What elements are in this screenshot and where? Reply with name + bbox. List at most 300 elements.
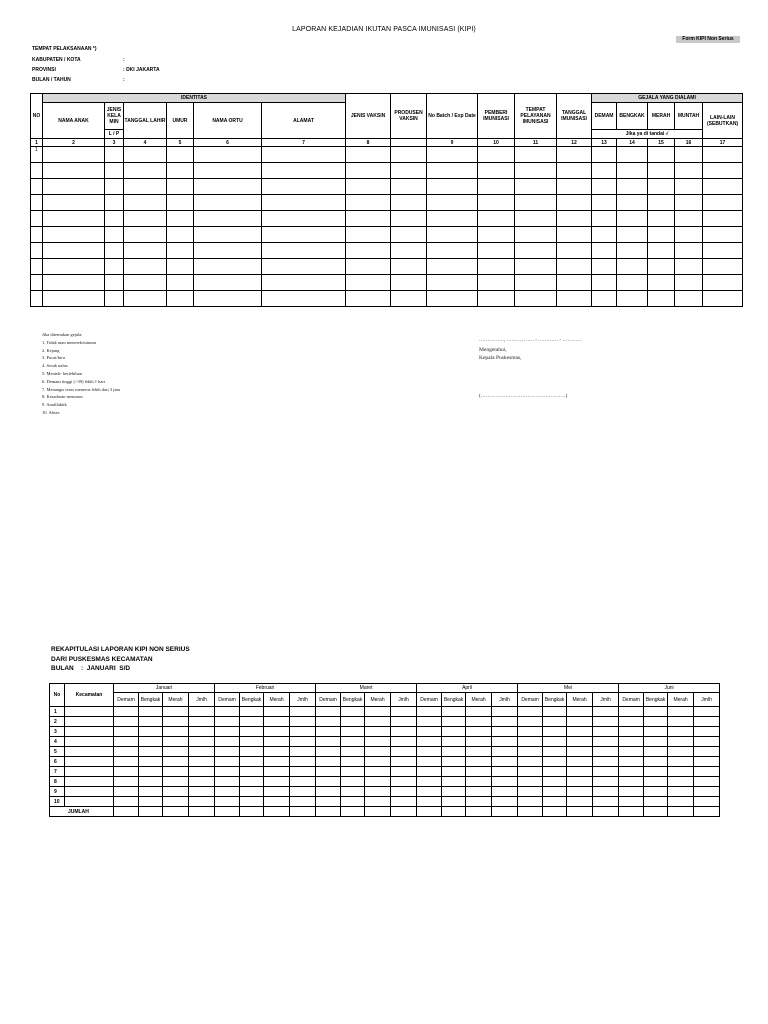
recap-cell[interactable]	[694, 787, 720, 797]
recap-cell[interactable]	[341, 787, 365, 797]
recap-cell[interactable]	[442, 787, 466, 797]
recap-cell[interactable]	[189, 747, 215, 757]
report-cell[interactable]	[105, 211, 124, 227]
recap-cell[interactable]	[215, 707, 240, 717]
report-cell[interactable]	[391, 243, 427, 259]
report-cell[interactable]	[105, 227, 124, 243]
recap-cell[interactable]	[65, 797, 114, 807]
recap-cell[interactable]	[619, 737, 644, 747]
recap-cell[interactable]	[189, 767, 215, 777]
recap-cell[interactable]	[215, 757, 240, 767]
recap-cell[interactable]	[417, 747, 442, 757]
report-cell[interactable]	[478, 179, 515, 195]
recap-total-cell[interactable]	[215, 807, 240, 817]
recap-cell[interactable]	[240, 737, 264, 747]
recap-cell[interactable]	[644, 767, 668, 777]
recap-total-cell[interactable]	[240, 807, 264, 817]
recap-cell[interactable]	[290, 767, 316, 777]
recap-cell[interactable]	[593, 747, 619, 757]
recap-cell[interactable]	[593, 777, 619, 787]
recap-cell[interactable]	[518, 767, 543, 777]
report-cell[interactable]	[194, 195, 262, 211]
report-cell[interactable]	[592, 211, 617, 227]
row-number-cell[interactable]	[31, 179, 43, 195]
recap-cell[interactable]	[644, 747, 668, 757]
report-cell[interactable]	[167, 291, 194, 307]
recap-cell[interactable]	[391, 787, 417, 797]
recap-cell[interactable]	[668, 787, 694, 797]
report-cell[interactable]	[648, 227, 675, 243]
row-number-cell[interactable]	[31, 195, 43, 211]
recap-cell[interactable]	[619, 717, 644, 727]
report-cell[interactable]	[515, 291, 557, 307]
recap-cell[interactable]	[264, 737, 290, 747]
recap-cell[interactable]	[65, 717, 114, 727]
recap-cell[interactable]	[65, 777, 114, 787]
recap-cell[interactable]	[163, 727, 189, 737]
report-cell[interactable]	[194, 163, 262, 179]
recap-cell[interactable]	[417, 797, 442, 807]
recap-cell[interactable]	[290, 727, 316, 737]
report-cell[interactable]	[703, 227, 743, 243]
recap-cell[interactable]	[668, 717, 694, 727]
report-cell[interactable]	[617, 275, 648, 291]
recap-cell[interactable]	[365, 757, 391, 767]
report-cell[interactable]	[105, 147, 124, 163]
recap-cell[interactable]	[518, 787, 543, 797]
recap-cell[interactable]	[215, 797, 240, 807]
report-cell[interactable]	[262, 291, 346, 307]
report-cell[interactable]	[124, 179, 167, 195]
recap-total-cell[interactable]	[466, 807, 492, 817]
report-cell[interactable]	[592, 291, 617, 307]
report-cell[interactable]	[592, 227, 617, 243]
report-cell[interactable]	[478, 259, 515, 275]
recap-cell[interactable]	[442, 737, 466, 747]
recap-total-cell[interactable]	[619, 807, 644, 817]
report-cell[interactable]	[478, 211, 515, 227]
recap-cell[interactable]	[341, 757, 365, 767]
recap-cell[interactable]	[240, 757, 264, 767]
recap-cell[interactable]	[316, 747, 341, 757]
report-cell[interactable]	[194, 243, 262, 259]
recap-cell[interactable]	[417, 717, 442, 727]
report-cell[interactable]	[105, 259, 124, 275]
recap-cell[interactable]	[442, 757, 466, 767]
report-cell[interactable]	[648, 179, 675, 195]
recap-cell[interactable]	[391, 767, 417, 777]
report-cell[interactable]	[557, 259, 592, 275]
recap-cell[interactable]	[543, 717, 567, 727]
recap-cell[interactable]	[567, 757, 593, 767]
recap-cell[interactable]	[189, 757, 215, 767]
report-cell[interactable]	[194, 211, 262, 227]
recap-cell[interactable]	[619, 727, 644, 737]
report-cell[interactable]	[43, 291, 105, 307]
recap-cell[interactable]	[290, 797, 316, 807]
report-cell[interactable]	[167, 243, 194, 259]
recap-cell[interactable]	[114, 797, 139, 807]
recap-cell[interactable]	[139, 717, 163, 727]
recap-total-cell[interactable]	[567, 807, 593, 817]
recap-cell[interactable]	[567, 777, 593, 787]
report-cell[interactable]	[592, 163, 617, 179]
recap-total-cell[interactable]	[290, 807, 316, 817]
report-cell[interactable]	[391, 163, 427, 179]
report-cell[interactable]	[427, 243, 478, 259]
recap-cell[interactable]	[163, 767, 189, 777]
report-cell[interactable]	[43, 147, 105, 163]
row-number-cell[interactable]	[31, 211, 43, 227]
row-number-cell[interactable]	[31, 259, 43, 275]
recap-cell[interactable]	[365, 717, 391, 727]
recap-cell[interactable]	[668, 777, 694, 787]
recap-cell[interactable]	[139, 797, 163, 807]
recap-cell[interactable]	[365, 747, 391, 757]
recap-total-cell[interactable]	[341, 807, 365, 817]
recap-cell[interactable]	[567, 747, 593, 757]
report-cell[interactable]	[675, 147, 703, 163]
recap-cell[interactable]	[163, 777, 189, 787]
report-cell[interactable]	[43, 179, 105, 195]
recap-cell[interactable]	[264, 757, 290, 767]
recap-cell[interactable]	[694, 767, 720, 777]
recap-cell[interactable]	[417, 737, 442, 747]
recap-cell[interactable]	[518, 707, 543, 717]
report-cell[interactable]	[167, 147, 194, 163]
report-cell[interactable]	[592, 179, 617, 195]
recap-cell[interactable]	[163, 707, 189, 717]
recap-cell[interactable]	[668, 737, 694, 747]
recap-cell[interactable]	[518, 777, 543, 787]
recap-cell[interactable]	[694, 747, 720, 757]
recap-cell[interactable]	[668, 757, 694, 767]
recap-total-cell[interactable]	[391, 807, 417, 817]
recap-cell[interactable]	[264, 787, 290, 797]
recap-cell[interactable]	[619, 757, 644, 767]
recap-cell[interactable]	[215, 777, 240, 787]
report-cell[interactable]	[478, 291, 515, 307]
recap-cell[interactable]	[264, 767, 290, 777]
recap-cell[interactable]	[316, 717, 341, 727]
report-cell[interactable]	[557, 275, 592, 291]
recap-cell[interactable]	[644, 787, 668, 797]
recap-total-cell[interactable]	[189, 807, 215, 817]
report-cell[interactable]	[346, 243, 391, 259]
recap-cell[interactable]	[466, 737, 492, 747]
report-cell[interactable]	[515, 179, 557, 195]
report-cell[interactable]	[592, 195, 617, 211]
report-cell[interactable]	[427, 259, 478, 275]
recap-cell[interactable]	[644, 777, 668, 787]
recap-cell[interactable]	[567, 787, 593, 797]
recap-cell[interactable]	[619, 747, 644, 757]
recap-cell[interactable]	[543, 797, 567, 807]
recap-cell[interactable]	[341, 747, 365, 757]
recap-cell[interactable]	[391, 797, 417, 807]
report-cell[interactable]	[515, 275, 557, 291]
report-cell[interactable]	[105, 243, 124, 259]
report-cell[interactable]	[262, 275, 346, 291]
report-cell[interactable]	[617, 291, 648, 307]
recap-cell[interactable]	[215, 747, 240, 757]
report-cell[interactable]	[703, 291, 743, 307]
report-cell[interactable]	[105, 275, 124, 291]
recap-cell[interactable]	[492, 797, 518, 807]
recap-cell[interactable]	[442, 707, 466, 717]
report-cell[interactable]	[617, 179, 648, 195]
recap-cell[interactable]	[163, 717, 189, 727]
recap-cell[interactable]	[139, 767, 163, 777]
report-cell[interactable]	[703, 275, 743, 291]
recap-cell[interactable]	[644, 737, 668, 747]
report-cell[interactable]	[703, 259, 743, 275]
report-cell[interactable]	[167, 227, 194, 243]
report-cell[interactable]	[617, 259, 648, 275]
recap-cell[interactable]	[139, 707, 163, 717]
recap-cell[interactable]	[567, 707, 593, 717]
recap-cell[interactable]	[593, 727, 619, 737]
report-cell[interactable]	[703, 211, 743, 227]
report-cell[interactable]	[675, 275, 703, 291]
recap-cell[interactable]	[593, 737, 619, 747]
recap-cell[interactable]	[341, 777, 365, 787]
report-cell[interactable]	[43, 243, 105, 259]
report-cell[interactable]	[262, 211, 346, 227]
report-cell[interactable]	[105, 179, 124, 195]
report-cell[interactable]	[346, 211, 391, 227]
recap-cell[interactable]	[114, 777, 139, 787]
recap-cell[interactable]	[65, 707, 114, 717]
recap-cell[interactable]	[264, 707, 290, 717]
recap-cell[interactable]	[391, 737, 417, 747]
recap-cell[interactable]	[492, 777, 518, 787]
recap-cell[interactable]	[163, 757, 189, 767]
recap-cell[interactable]	[264, 727, 290, 737]
report-cell[interactable]	[346, 275, 391, 291]
recap-cell[interactable]	[391, 747, 417, 757]
recap-cell[interactable]	[215, 717, 240, 727]
recap-cell[interactable]	[593, 787, 619, 797]
report-cell[interactable]	[703, 179, 743, 195]
recap-cell[interactable]	[240, 777, 264, 787]
report-cell[interactable]	[194, 259, 262, 275]
recap-cell[interactable]	[442, 767, 466, 777]
report-cell[interactable]	[592, 243, 617, 259]
recap-cell[interactable]	[240, 707, 264, 717]
recap-cell[interactable]	[139, 727, 163, 737]
recap-cell[interactable]	[442, 777, 466, 787]
recap-cell[interactable]	[644, 797, 668, 807]
report-cell[interactable]	[648, 211, 675, 227]
recap-total-cell[interactable]	[316, 807, 341, 817]
recap-cell[interactable]	[619, 787, 644, 797]
recap-cell[interactable]	[466, 757, 492, 767]
recap-cell[interactable]	[240, 767, 264, 777]
recap-cell[interactable]	[341, 707, 365, 717]
recap-cell[interactable]	[215, 787, 240, 797]
recap-cell[interactable]	[163, 737, 189, 747]
recap-cell[interactable]	[163, 787, 189, 797]
recap-cell[interactable]	[466, 787, 492, 797]
recap-cell[interactable]	[567, 737, 593, 747]
recap-cell[interactable]	[264, 797, 290, 807]
recap-cell[interactable]	[619, 767, 644, 777]
recap-cell[interactable]	[114, 747, 139, 757]
report-cell[interactable]	[617, 243, 648, 259]
report-cell[interactable]	[391, 195, 427, 211]
report-cell[interactable]	[391, 275, 427, 291]
report-cell[interactable]	[105, 195, 124, 211]
recap-total-cell[interactable]	[139, 807, 163, 817]
report-cell[interactable]	[346, 291, 391, 307]
report-cell[interactable]	[346, 227, 391, 243]
report-cell[interactable]	[43, 227, 105, 243]
report-cell[interactable]	[515, 243, 557, 259]
recap-cell[interactable]	[139, 777, 163, 787]
recap-cell[interactable]	[518, 747, 543, 757]
report-cell[interactable]	[427, 275, 478, 291]
recap-cell[interactable]	[240, 717, 264, 727]
recap-cell[interactable]	[543, 787, 567, 797]
recap-cell[interactable]	[391, 757, 417, 767]
report-cell[interactable]	[262, 163, 346, 179]
recap-cell[interactable]	[518, 717, 543, 727]
recap-cell[interactable]	[391, 717, 417, 727]
report-cell[interactable]	[167, 211, 194, 227]
recap-cell[interactable]	[567, 717, 593, 727]
recap-cell[interactable]	[466, 727, 492, 737]
recap-cell[interactable]	[189, 737, 215, 747]
recap-cell[interactable]	[365, 797, 391, 807]
recap-cell[interactable]	[567, 767, 593, 777]
recap-cell[interactable]	[466, 717, 492, 727]
row-number-cell[interactable]	[31, 227, 43, 243]
recap-cell[interactable]	[290, 717, 316, 727]
recap-cell[interactable]	[492, 707, 518, 717]
recap-cell[interactable]	[139, 787, 163, 797]
report-cell[interactable]	[478, 163, 515, 179]
recap-cell[interactable]	[442, 747, 466, 757]
recap-cell[interactable]	[466, 747, 492, 757]
recap-cell[interactable]	[365, 707, 391, 717]
recap-cell[interactable]	[466, 707, 492, 717]
report-cell[interactable]	[515, 259, 557, 275]
recap-cell[interactable]	[365, 737, 391, 747]
recap-cell[interactable]	[417, 707, 442, 717]
recap-cell[interactable]	[593, 707, 619, 717]
recap-cell[interactable]	[567, 727, 593, 737]
report-cell[interactable]	[427, 211, 478, 227]
recap-cell[interactable]	[163, 797, 189, 807]
recap-cell[interactable]	[264, 747, 290, 757]
report-cell[interactable]	[167, 179, 194, 195]
recap-cell[interactable]	[567, 797, 593, 807]
recap-cell[interactable]	[492, 717, 518, 727]
recap-cell[interactable]	[593, 717, 619, 727]
report-cell[interactable]	[43, 275, 105, 291]
recap-cell[interactable]	[139, 737, 163, 747]
recap-cell[interactable]	[215, 767, 240, 777]
report-cell[interactable]	[167, 163, 194, 179]
recap-cell[interactable]	[65, 727, 114, 737]
recap-cell[interactable]	[290, 787, 316, 797]
recap-cell[interactable]	[543, 777, 567, 787]
recap-cell[interactable]	[139, 757, 163, 767]
recap-cell[interactable]	[543, 727, 567, 737]
report-cell[interactable]	[557, 243, 592, 259]
report-cell[interactable]	[43, 211, 105, 227]
report-cell[interactable]	[557, 291, 592, 307]
recap-cell[interactable]	[543, 737, 567, 747]
recap-cell[interactable]	[316, 707, 341, 717]
report-cell[interactable]	[675, 179, 703, 195]
report-cell[interactable]	[617, 147, 648, 163]
report-cell[interactable]	[648, 195, 675, 211]
report-cell[interactable]	[478, 195, 515, 211]
recap-cell[interactable]	[240, 727, 264, 737]
recap-total-cell[interactable]	[365, 807, 391, 817]
report-cell[interactable]	[478, 275, 515, 291]
recap-cell[interactable]	[341, 717, 365, 727]
recap-cell[interactable]	[619, 777, 644, 787]
recap-cell[interactable]	[442, 717, 466, 727]
recap-cell[interactable]	[139, 747, 163, 757]
recap-cell[interactable]	[466, 777, 492, 787]
recap-cell[interactable]	[518, 757, 543, 767]
recap-cell[interactable]	[189, 787, 215, 797]
report-cell[interactable]	[675, 291, 703, 307]
report-cell[interactable]	[557, 227, 592, 243]
recap-cell[interactable]	[492, 757, 518, 767]
report-cell[interactable]	[124, 243, 167, 259]
recap-cell[interactable]	[189, 707, 215, 717]
report-cell[interactable]	[515, 227, 557, 243]
report-cell[interactable]	[427, 291, 478, 307]
report-cell[interactable]	[391, 291, 427, 307]
recap-total-cell[interactable]	[644, 807, 668, 817]
recap-cell[interactable]	[290, 707, 316, 717]
recap-total-cell[interactable]	[668, 807, 694, 817]
recap-cell[interactable]	[189, 797, 215, 807]
recap-cell[interactable]	[694, 727, 720, 737]
report-cell[interactable]	[391, 227, 427, 243]
recap-total-cell[interactable]	[593, 807, 619, 817]
recap-total-cell[interactable]	[518, 807, 543, 817]
report-cell[interactable]	[648, 243, 675, 259]
recap-cell[interactable]	[65, 747, 114, 757]
recap-cell[interactable]	[316, 737, 341, 747]
recap-cell[interactable]	[65, 767, 114, 777]
recap-cell[interactable]	[694, 737, 720, 747]
recap-cell[interactable]	[417, 787, 442, 797]
report-cell[interactable]	[43, 163, 105, 179]
report-cell[interactable]	[105, 163, 124, 179]
report-cell[interactable]	[675, 195, 703, 211]
recap-cell[interactable]	[417, 727, 442, 737]
report-cell[interactable]	[194, 227, 262, 243]
recap-cell[interactable]	[417, 757, 442, 767]
recap-cell[interactable]	[668, 727, 694, 737]
report-cell[interactable]	[346, 259, 391, 275]
recap-cell[interactable]	[215, 737, 240, 747]
recap-cell[interactable]	[492, 727, 518, 737]
recap-cell[interactable]	[466, 797, 492, 807]
recap-cell[interactable]	[316, 727, 341, 737]
recap-cell[interactable]	[189, 777, 215, 787]
recap-cell[interactable]	[442, 797, 466, 807]
report-cell[interactable]	[427, 179, 478, 195]
